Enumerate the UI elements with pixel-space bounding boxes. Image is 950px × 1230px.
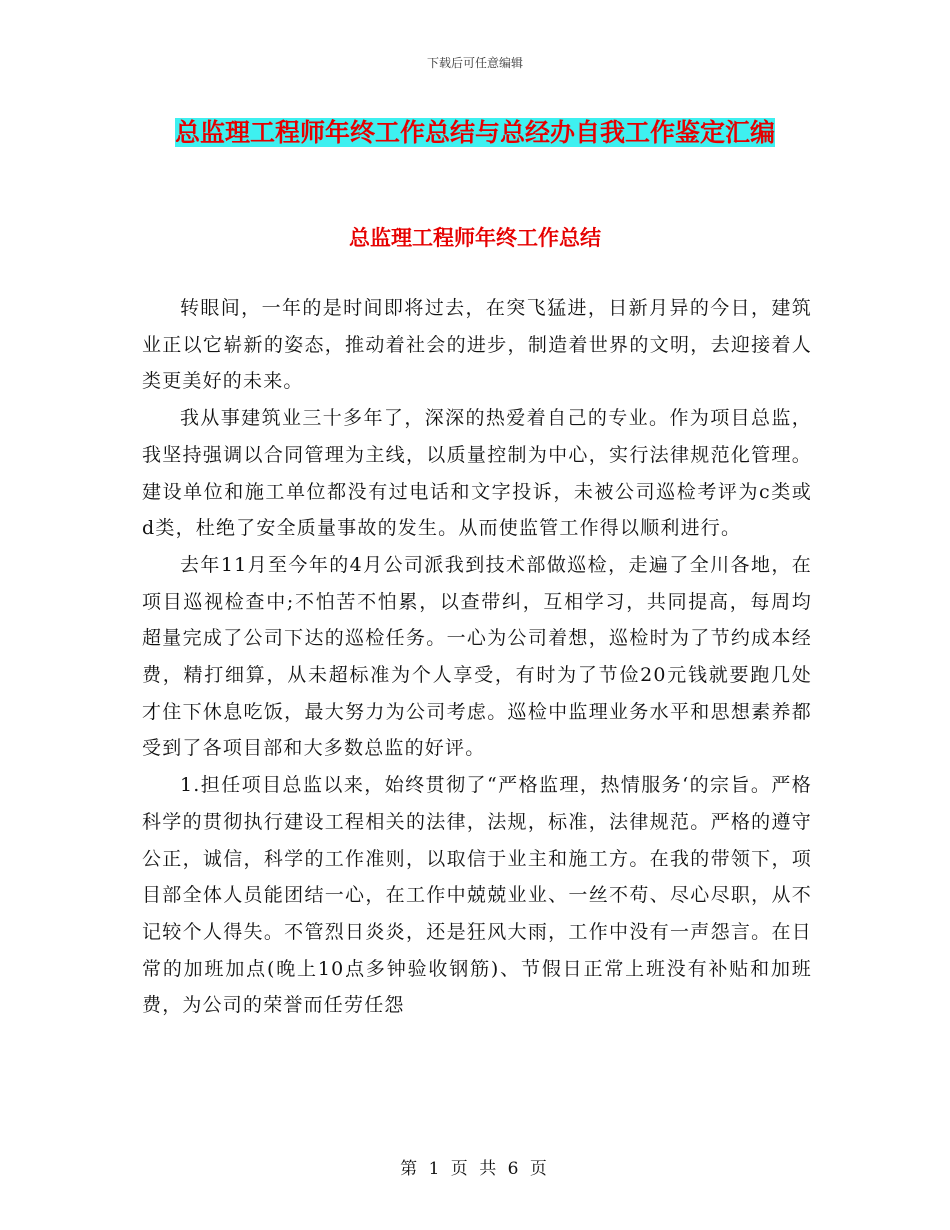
section-title: 总监理工程师年终工作总结 <box>349 226 601 250</box>
paragraph: 1.担任项目总监以来，始终贯彻了“严格监理，热情服务‘的宗旨。严格科学的贯彻执行建设工程相关的法律，法规，标准，法律规范。严格的遵守公正，诚信，科学的工作准则，以取信于业主和施工方。在我的带领下，项目部全体人员能团结一心，在工作中兢兢业业、一丝不苟、尽心尽职，从不记较个人得失。不管烈日炎炎，还是狂风大雨，工作中没有一声怨言。在日常的加班加点(晚上10点多钟验收钢筋)、节假日正常上班没有补贴和加班费，为公司的荣誉而任劳任怨 <box>142 774 812 1017</box>
document-title <box>140 110 810 156</box>
document-title-text: 总监理工程师年终工作总结与总经办自我工作鉴定汇编 <box>174 118 775 147</box>
page-number: 第 1 页 共 6 页 <box>400 1159 550 1179</box>
paragraph: 我从事建筑业三十多年了，深深的热爱着自己的专业。作为项目总监，我坚持强调以合同管理为主线，以质量控制为中心，实行法律规范化管理。建设单位和施工单位都没有过电话和文字投诉，未被公司巡检考评为c类或d类，杜绝了安全质量事故的发生。从而使监管工作得以顺利进行。 <box>142 407 812 540</box>
body-text <box>142 290 812 1024</box>
header-note: 下载后可任意编辑 <box>426 56 523 70</box>
paragraph: 去年11月至今年的4月公司派我到技术部做巡检，走遍了全川各地，在项目巡视检查中;不怕苦不怕累，以查带纠，互相学习，共同提高，每周均超量完成了公司下达的巡检任务。一心为公司着想，巡检时为了节约成本经费，精打细算，从未超标准为个人享受，有时为了节俭20元钱就要跑几处才住下休息吃饭，最大努力为公司考虑。巡检中监理业务水平和思想素养都受到了各项目部和大多数总监的好评。 <box>142 553 812 760</box>
paragraph: 转眼间，一年的是时间即将过去，在突飞猛进，日新月异的今日，建筑业正以它崭新的姿态，推动着社会的进步，制造着世界的文明，去迎接着人类更美好的未来。 <box>142 297 812 393</box>
